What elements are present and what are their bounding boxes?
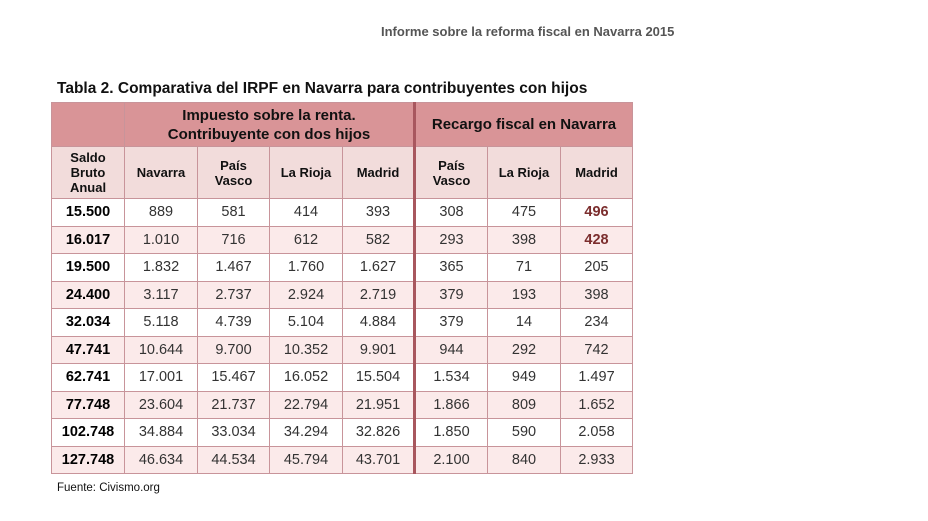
value-cell: 809 (488, 391, 561, 419)
value-cell: 5.118 (125, 309, 198, 337)
value-cell: 71 (488, 254, 561, 282)
value-cell: 365 (415, 254, 488, 282)
col-header-recargo-madrid: Madrid (561, 147, 633, 199)
value-cell: 9.901 (343, 336, 415, 364)
table-row (52, 226, 633, 254)
saldo-cell: 32.034 (52, 309, 125, 337)
value-cell: 2.933 (561, 446, 633, 474)
value-cell: 1.497 (561, 364, 633, 392)
header-row-groups (52, 103, 633, 147)
value-cell: 21.951 (343, 391, 415, 419)
value-cell: 292 (488, 336, 561, 364)
value-cell: 193 (488, 281, 561, 309)
saldo-cell: 24.400 (52, 281, 125, 309)
table-row (52, 281, 633, 309)
value-cell: 3.117 (125, 281, 198, 309)
value-cell: 45.794 (270, 446, 343, 474)
value-cell: 1.760 (270, 254, 343, 282)
value-cell: 4.739 (198, 309, 270, 337)
value-cell: 34.884 (125, 419, 198, 447)
value-cell: 5.104 (270, 309, 343, 337)
value-cell: 949 (488, 364, 561, 392)
value-cell: 2.924 (270, 281, 343, 309)
value-cell: 15.467 (198, 364, 270, 392)
value-cell: 4.884 (343, 309, 415, 337)
col-header-pais-vasco: País Vasco (198, 147, 270, 199)
table-row (52, 446, 633, 474)
value-cell: 1.010 (125, 226, 198, 254)
value-cell: 2.058 (561, 419, 633, 447)
value-cell-highlight: 496 (561, 199, 633, 227)
saldo-cell: 77.748 (52, 391, 125, 419)
value-cell: 16.052 (270, 364, 343, 392)
value-cell: 581 (198, 199, 270, 227)
value-cell: 398 (488, 226, 561, 254)
saldo-cell: 47.741 (52, 336, 125, 364)
group-impuesto-header (125, 103, 415, 147)
table-row (52, 309, 633, 337)
value-cell: 33.034 (198, 419, 270, 447)
value-cell: 293 (415, 226, 488, 254)
irpf-comparison-table (51, 102, 633, 474)
value-cell: 2.719 (343, 281, 415, 309)
value-cell: 840 (488, 446, 561, 474)
value-cell: 398 (561, 281, 633, 309)
table-row (52, 391, 633, 419)
value-cell: 17.001 (125, 364, 198, 392)
value-cell-highlight: 428 (561, 226, 633, 254)
table-row (52, 254, 633, 282)
table-row (52, 364, 633, 392)
value-cell: 46.634 (125, 446, 198, 474)
saldo-cell: 127.748 (52, 446, 125, 474)
value-cell: 716 (198, 226, 270, 254)
value-cell: 205 (561, 254, 633, 282)
value-cell: 22.794 (270, 391, 343, 419)
table-row (52, 199, 633, 227)
saldo-cell: 16.017 (52, 226, 125, 254)
group-impuesto-line1: Impuesto sobre la renta. (182, 106, 356, 124)
source-note: Fuente: Civismo.org (57, 482, 160, 494)
group-recargo-header: Recargo fiscal en Navarra (415, 103, 633, 147)
value-cell: 1.850 (415, 419, 488, 447)
table-title: Tabla 2. Comparativa del IRPF en Navarra para contribuyentes con hijos (57, 80, 588, 97)
value-cell: 889 (125, 199, 198, 227)
table-row (52, 419, 633, 447)
value-cell: 590 (488, 419, 561, 447)
table-row (52, 336, 633, 364)
value-cell: 393 (343, 199, 415, 227)
value-cell: 23.604 (125, 391, 198, 419)
saldo-cell: 62.741 (52, 364, 125, 392)
value-cell: 1.866 (415, 391, 488, 419)
value-cell: 2.737 (198, 281, 270, 309)
value-cell: 379 (415, 281, 488, 309)
value-cell: 44.534 (198, 446, 270, 474)
value-cell: 1.467 (198, 254, 270, 282)
value-cell: 14 (488, 309, 561, 337)
value-cell: 10.644 (125, 336, 198, 364)
value-cell: 475 (488, 199, 561, 227)
value-cell: 414 (270, 199, 343, 227)
saldo-cell: 102.748 (52, 419, 125, 447)
value-cell: 43.701 (343, 446, 415, 474)
value-cell: 2.100 (415, 446, 488, 474)
value-cell: 1.832 (125, 254, 198, 282)
value-cell: 944 (415, 336, 488, 364)
group-impuesto-line2: Contribuyente con dos hijos (167, 125, 371, 143)
value-cell: 34.294 (270, 419, 343, 447)
document-header: Informe sobre la reforma fiscal en Navarra 2015 (381, 24, 675, 39)
value-cell: 1.627 (343, 254, 415, 282)
value-cell: 9.700 (198, 336, 270, 364)
col-header-la-rioja: La Rioja (270, 147, 343, 199)
col-header-recargo-pais-vasco: País Vasco (415, 147, 488, 199)
saldo-cell: 19.500 (52, 254, 125, 282)
value-cell: 379 (415, 309, 488, 337)
value-cell: 1.534 (415, 364, 488, 392)
value-cell: 15.504 (343, 364, 415, 392)
header-blank-cell (52, 103, 125, 147)
saldo-cell: 15.500 (52, 199, 125, 227)
value-cell: 612 (270, 226, 343, 254)
value-cell: 234 (561, 309, 633, 337)
col-header-navarra: Navarra (125, 147, 198, 199)
value-cell: 10.352 (270, 336, 343, 364)
value-cell: 308 (415, 199, 488, 227)
value-cell: 32.826 (343, 419, 415, 447)
col-header-recargo-la-rioja: La Rioja (488, 147, 561, 199)
col-header-saldo: Saldo Bruto Anual (52, 147, 125, 199)
value-cell: 21.737 (198, 391, 270, 419)
header-row-columns (52, 147, 633, 199)
value-cell: 1.652 (561, 391, 633, 419)
value-cell: 742 (561, 336, 633, 364)
col-header-madrid: Madrid (343, 147, 415, 199)
value-cell: 582 (343, 226, 415, 254)
